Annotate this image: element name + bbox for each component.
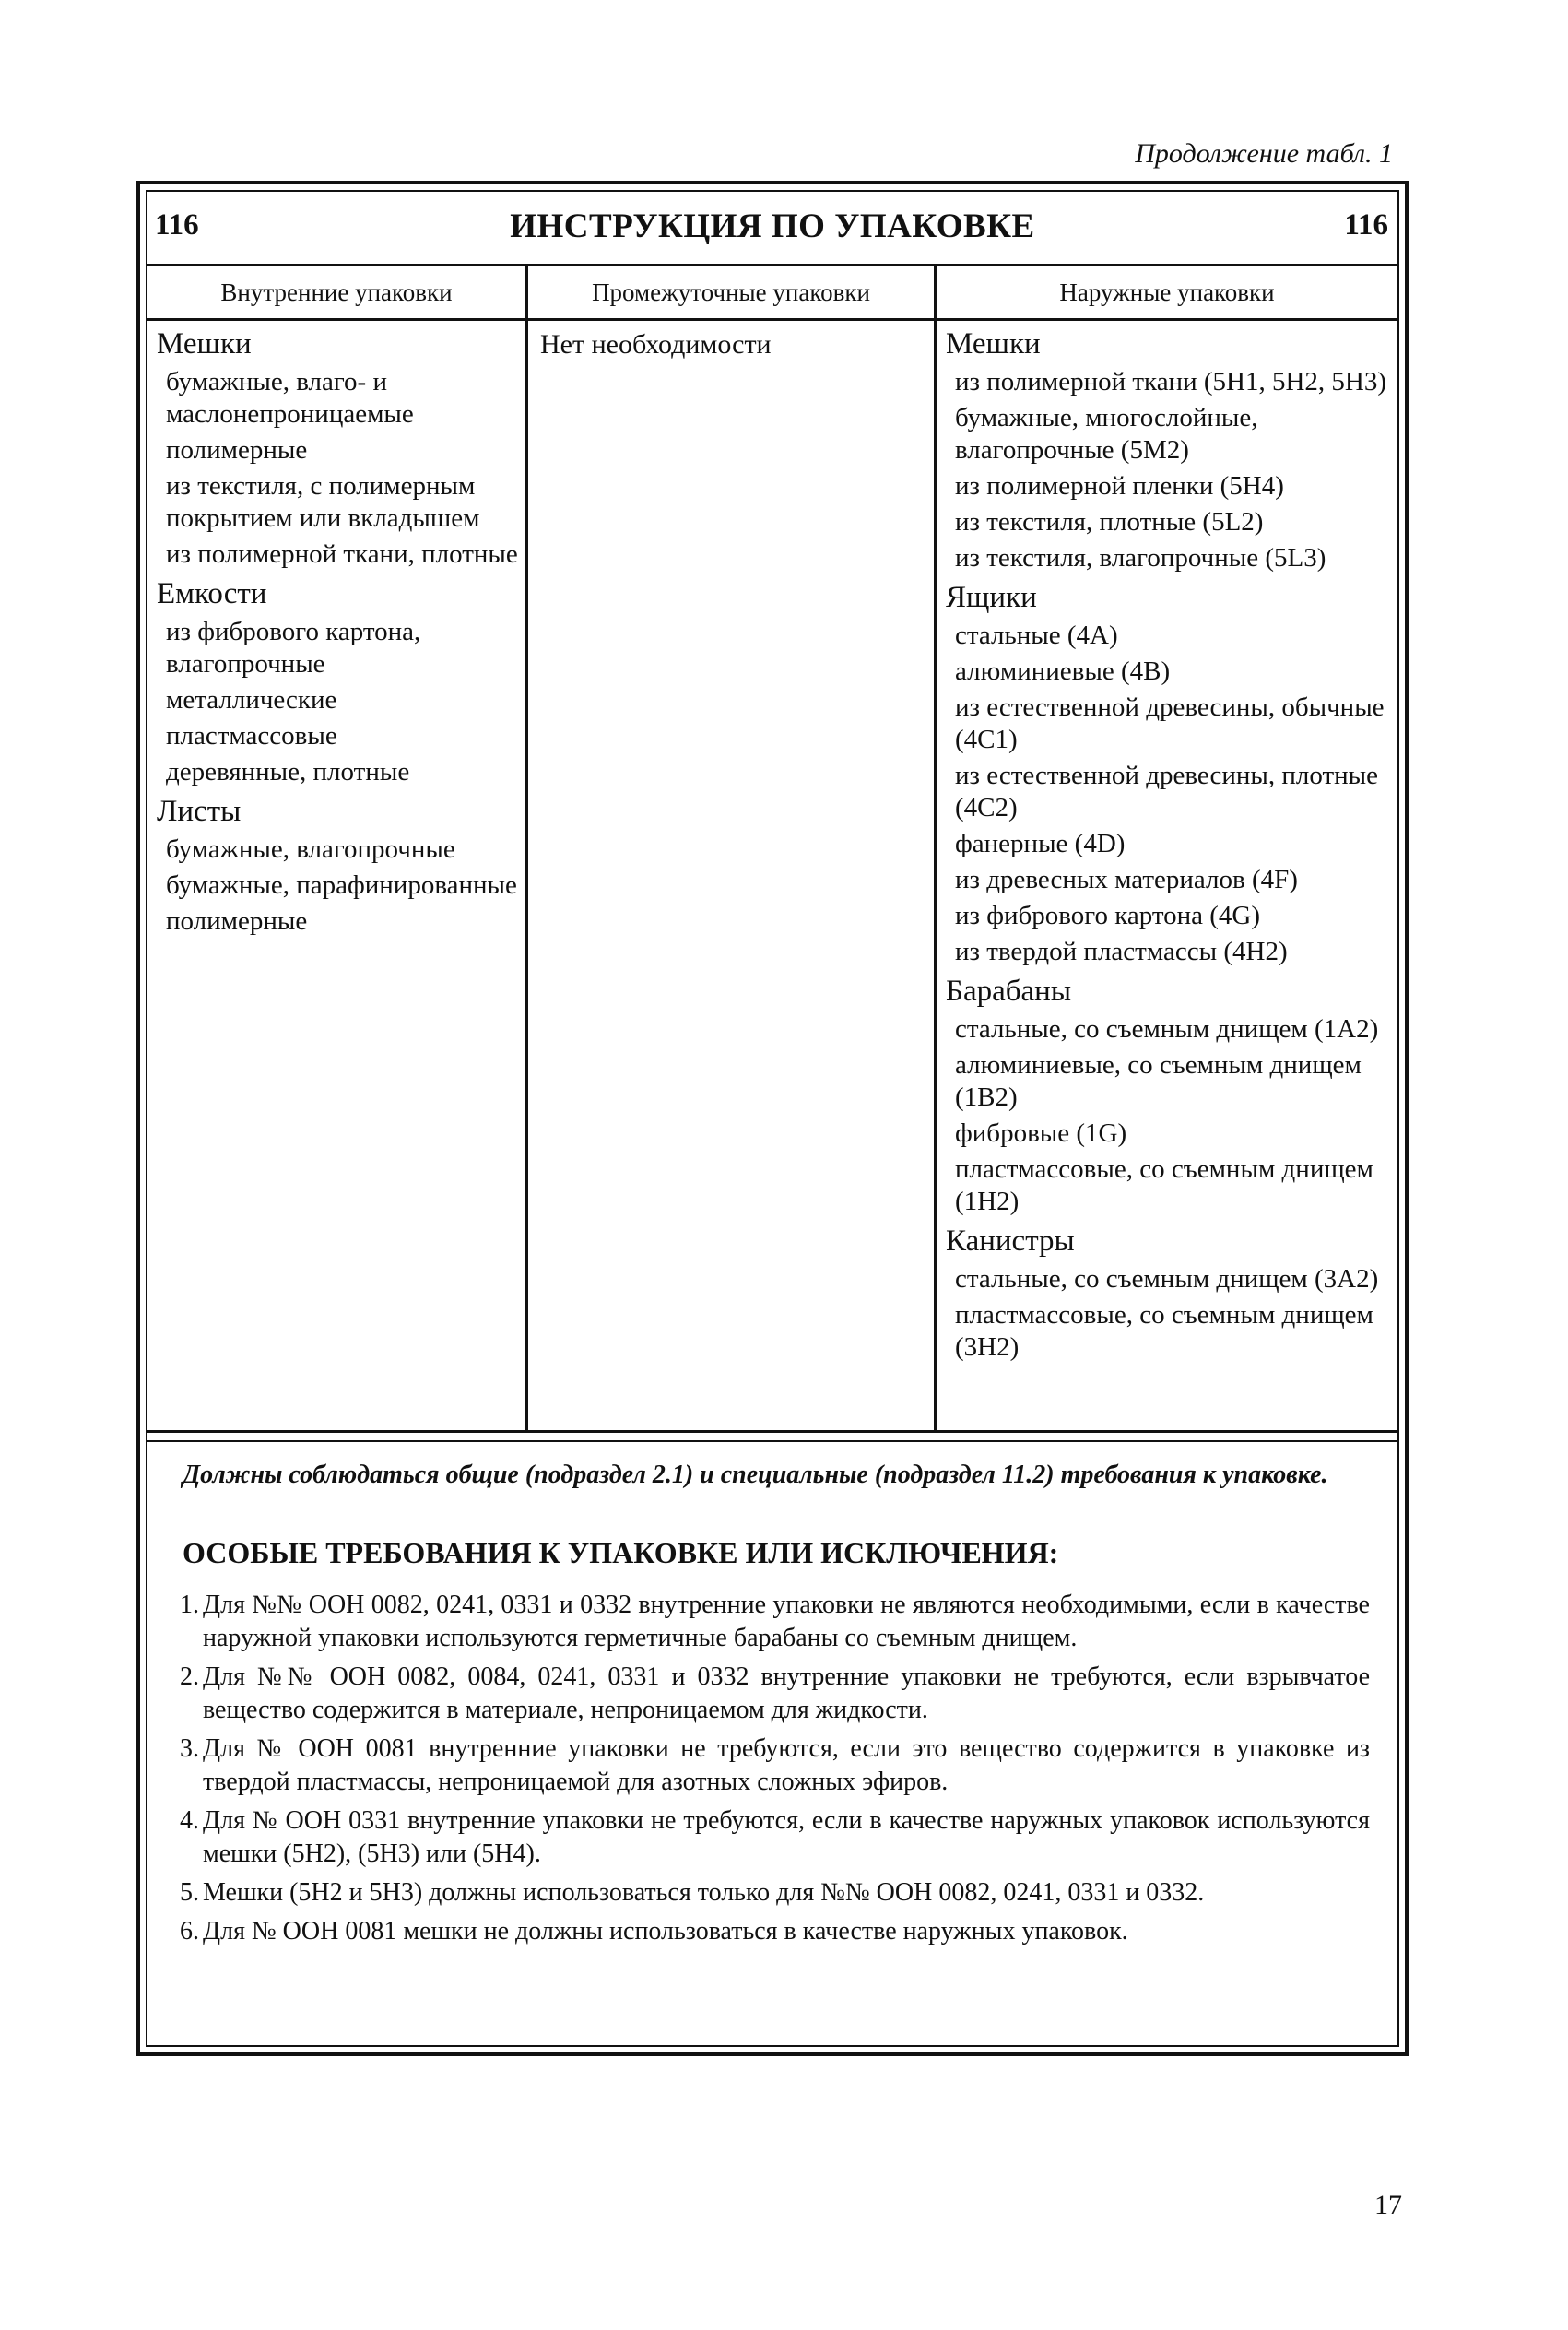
header-outer-packagings: Наружные упаковки <box>1059 278 1275 306</box>
item-number: 1. <box>180 1591 199 1619</box>
packaging-item: из древесных материалов (4F) <box>955 865 1298 894</box>
packaging-item: фанерные (4D) <box>955 829 1126 858</box>
item-text: Мешки (5H2 и 5H3) должны использоваться только для №№ ООН 0082, 0241, 0331 и 0332. <box>203 1878 1205 1907</box>
outer-packagings-column <box>946 321 1388 1364</box>
packaging-item: металлические <box>166 685 337 715</box>
category-heading: Листы <box>157 795 242 828</box>
packaging-item: из фибрового картона (4G) <box>955 901 1261 930</box>
packaging-item: из фибрового картона, влагопрочные <box>166 617 421 679</box>
instruction-number-right: 116 <box>1344 208 1388 242</box>
intermediate-value: Нет необходимости <box>540 329 772 360</box>
special-requirement-item <box>173 1876 1370 1910</box>
packaging-item: пластмассовые <box>166 721 337 751</box>
inner-packagings-column <box>157 321 521 938</box>
column-header-row <box>147 266 1397 321</box>
table-continuation-label: Продолжение табл. 1 <box>1135 138 1393 169</box>
section-divider <box>147 1430 1397 1442</box>
packaging-item: бумажные, парафинированные <box>166 870 517 900</box>
packaging-item: полимерные <box>166 435 308 465</box>
header-intermediate-packagings: Промежуточные упаковки <box>592 278 870 306</box>
category-heading: Емкости <box>157 577 267 610</box>
category-heading: Барабаны <box>946 975 1072 1008</box>
category-heading: Мешки <box>946 327 1041 361</box>
packaging-item: из текстиля, с полимерным покрытием или вкладышем <box>166 471 480 533</box>
packaging-item: стальные, со съемным днищем (1A2) <box>955 1014 1379 1044</box>
item-number: 4. <box>180 1806 199 1835</box>
item-number: 3. <box>180 1734 199 1763</box>
category-heading: Канистры <box>946 1224 1075 1258</box>
item-text: Для №№ ООН 0082, 0241, 0331 и 0332 внутренние упаковки не являются необходимыми, если в качестве наружной упаковки используются герметичные барабаны со съемным днищем. <box>203 1591 1370 1652</box>
packaging-item: из полимерной ткани, плотные <box>166 539 518 569</box>
item-number: 5. <box>180 1878 199 1907</box>
packaging-item: алюминиевые (4B) <box>955 656 1171 686</box>
item-number: 2. <box>180 1662 199 1691</box>
packaging-item: из полимерной ткани (5H1, 5H2, 5H3) <box>955 367 1386 396</box>
intermediate-packagings-column <box>540 321 927 362</box>
page-number: 17 <box>1374 2190 1402 2220</box>
category-heading: Мешки <box>157 327 252 361</box>
packaging-item: из текстиля, плотные (5L2) <box>955 507 1264 537</box>
item-text: Для №№ ООН 0082, 0084, 0241, 0331 и 0332 внутренние упаковки не требуются, если взрывчатое вещество содержится в материале, непроницаемом для жидкости. <box>203 1662 1370 1724</box>
packaging-item: из полимерной пленки (5H4) <box>955 471 1284 501</box>
packing-instruction-table <box>136 181 1409 2056</box>
packaging-item: алюминиевые, со съемным днищем (1B2) <box>955 1050 1362 1112</box>
packaging-item: пластмассовые, со съемным днищем (3H2) <box>955 1300 1373 1362</box>
special-requirement-item <box>173 1804 1370 1871</box>
item-text: Для № ООН 0081 внутренние упаковки не требуются, если это вещество содержится в упаковке из твердой пластмассы, непроницаемой для азотных сложных эфиров. <box>203 1734 1370 1796</box>
packaging-item: стальные (4A) <box>955 621 1118 650</box>
packaging-item: бумажные, многослойные, влагопрочные (5M2) <box>955 403 1258 465</box>
special-requirements-heading: ОСОБЫЕ ТРЕБОВАНИЯ К УПАКОВКЕ ИЛИ ИСКЛЮЧЕНИЯ: <box>183 1536 1059 1569</box>
column-divider <box>525 266 528 1430</box>
table-title: ИНСТРУКЦИЯ ПО УПАКОВКЕ <box>510 207 1035 245</box>
item-number: 6. <box>180 1917 199 1946</box>
packaging-item: пластмассовые, со съемным днищем (1H2) <box>955 1154 1373 1216</box>
packaging-item: бумажные, влагопрочные <box>166 834 455 864</box>
item-text: Для № ООН 0331 внутренние упаковки не требуются, если в качестве наружных упаковок используются мешки (5H2), (5H3) или (5H4). <box>203 1806 1370 1868</box>
packaging-item: бумажные, влаго- и маслонепроницаемые <box>166 367 414 429</box>
packaging-item: фибровые (1G) <box>955 1118 1127 1148</box>
special-requirement-item <box>173 1733 1370 1799</box>
column-divider <box>934 266 937 1430</box>
packaging-item: стальные, со съемным днищем (3A2) <box>955 1264 1379 1294</box>
packaging-item: деревянные, плотные <box>166 757 410 787</box>
packaging-item: из текстиля, влагопрочные (5L3) <box>955 543 1326 573</box>
packaging-item: из естественной древесины, обычные (4C1) <box>955 692 1385 754</box>
general-requirements: Должны соблюдаться общие (подраздел 2.1) и специальные (подраздел 11.2) требования к упаковке. <box>183 1461 1328 1489</box>
table-inner-border <box>146 190 1399 2047</box>
instruction-number-left: 116 <box>155 208 199 242</box>
category-heading: Ящики <box>946 581 1037 614</box>
special-requirement-item <box>173 1589 1370 1655</box>
packaging-item: полимерные <box>166 906 308 936</box>
special-requirement-item <box>173 1915 1370 1948</box>
packaging-item: из твердой пластмассы (4H2) <box>955 937 1288 966</box>
item-text: Для № ООН 0081 мешки не должны использоваться в качестве наружных упаковок. <box>203 1917 1128 1946</box>
title-row <box>147 192 1397 266</box>
special-requirement-item <box>173 1661 1370 1727</box>
header-inner-packagings: Внутренние упаковки <box>220 278 453 306</box>
special-requirements-list <box>173 1589 1370 1954</box>
packaging-item: из естественной древесины, плотные (4C2) <box>955 761 1379 822</box>
